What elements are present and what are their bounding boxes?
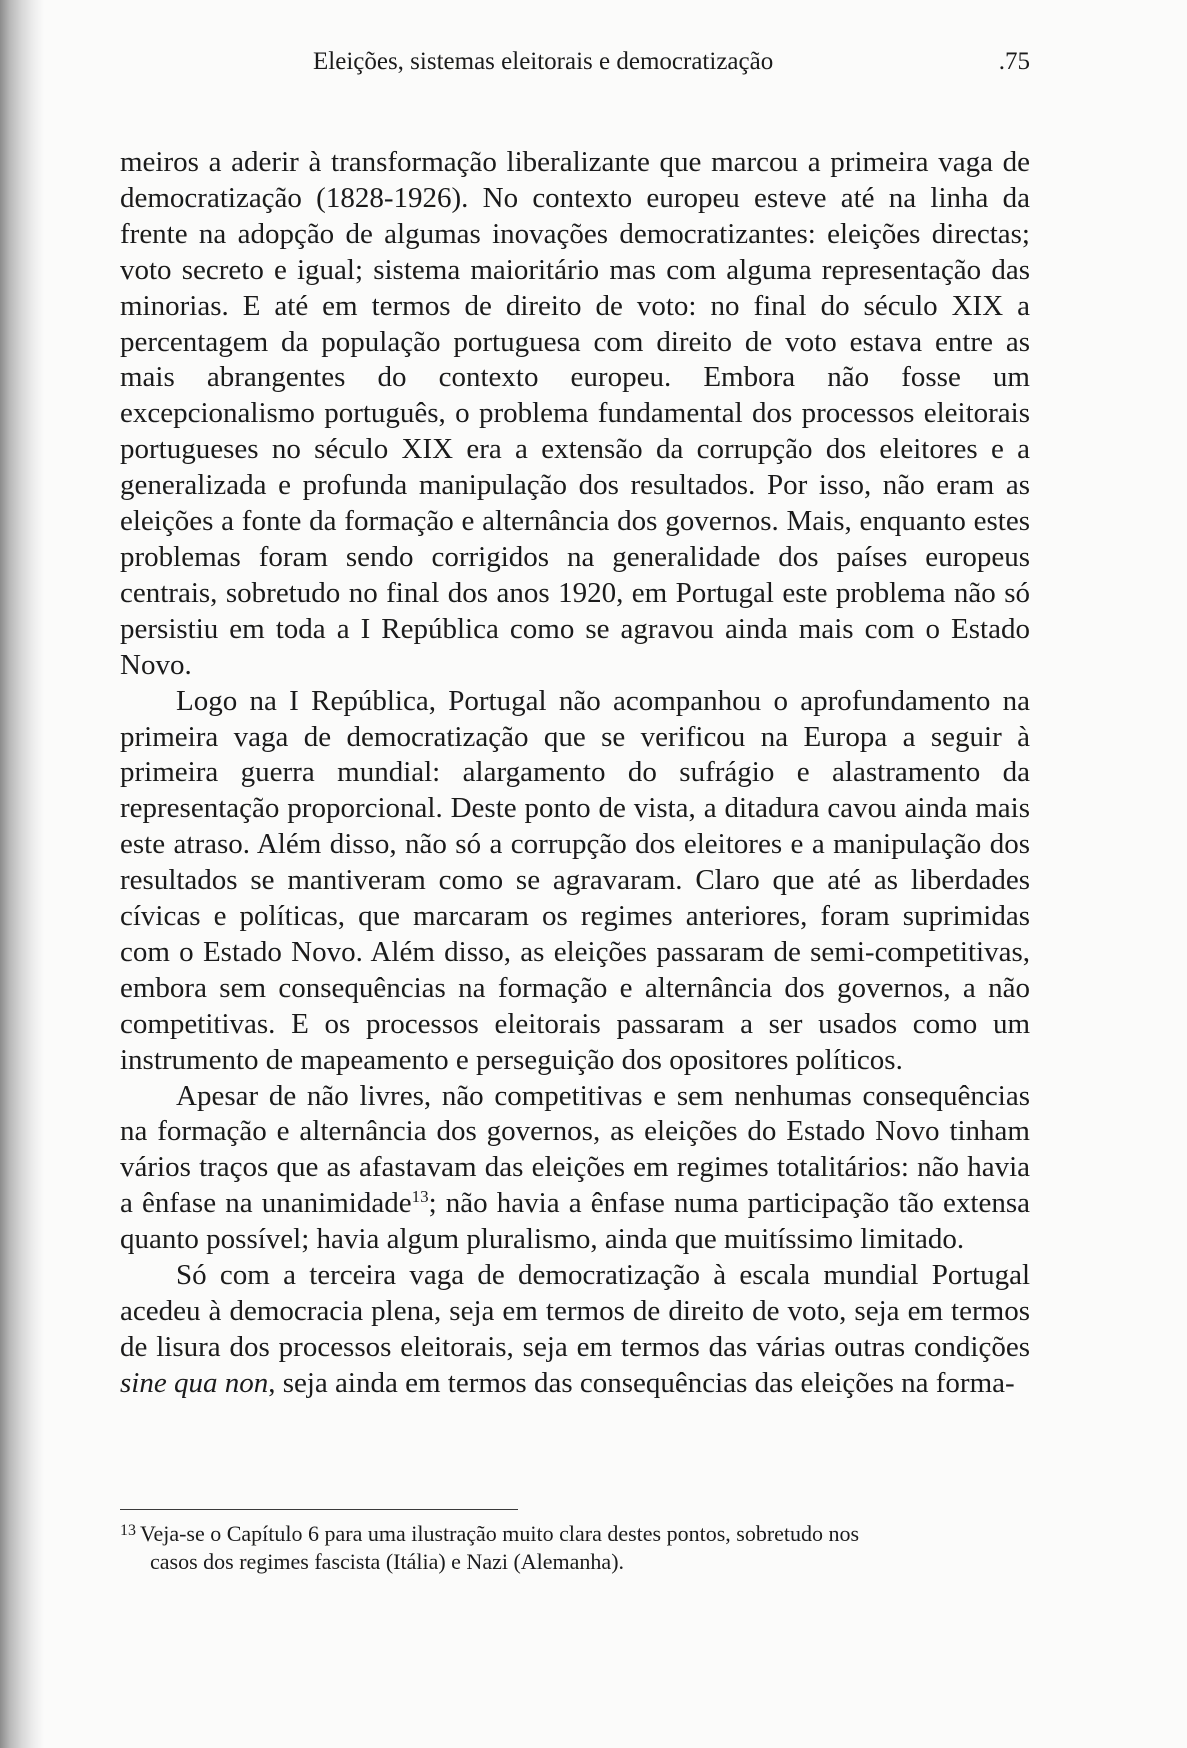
- paragraph-4-text-after-italic: , seja ainda em termos das consequências das eleições na forma-: [268, 1366, 1015, 1399]
- footnote-marker: 13: [120, 1522, 136, 1539]
- footnote: [120, 1520, 1030, 1576]
- spine-shadow: [0, 0, 44, 1748]
- body-text: [120, 145, 1030, 1402]
- paragraph-4: [120, 1258, 1030, 1402]
- paragraph-1: meiros a aderir à transformação liberalizante que marcou a primeira vaga de democratização (1828-1926). No contexto europeu esteve até na linha da frente na adopção de algumas inovações democratizantes: eleições directas; voto secreto e igual; sistema maioritário mas com alguma representação das minorias. E até em termos de direito de voto: no final do século XIX a percentagem da população portuguesa com direito de voto estava entre as mais abrangentes do contexto europeu. Embora não fosse um excepcionalismo português, o problema fundamental dos processos eleitorais portugueses no século XIX era a extensão da corrupção dos eleitores e a generalizada e profunda manipulação dos resultados. Por isso, não eram as eleições a fonte da formação e alternância dos governos. Mais, enquanto estes problemas foram sendo corrigidos na generalidade dos países europeus centrais, sobretudo no final dos anos 1920, em Portugal este problema não só persistiu em toda a I República como se agravou ainda mais com o Estado Novo.: [120, 146, 1030, 681]
- paragraph-3: [120, 1079, 1030, 1259]
- paragraph-3-text-after-ref: ; não havia a ênfase numa participação tão extensa quanto possível; havia algum pluralismo, ainda que muitíssimo limitado.: [120, 1187, 1030, 1256]
- footnote-line-1: Veja-se o Capítulo 6 para uma ilustração muito clara destes pontos, sobretudo nos: [140, 1521, 860, 1546]
- paragraph-4-text-before-italic: Só com a terceira vaga de democratização à escala mundial Portugal acedeu à democracia plena, seja em termos de direito de voto, seja em termos de lisura dos processos eleitorais, seja em termos das várias outras condições: [120, 1259, 1030, 1363]
- running-head: [120, 48, 1030, 88]
- footnote-rule: [120, 1509, 518, 1510]
- paragraph-3-text-before-ref: Apesar de não livres, não competitivas e sem nenhumas consequências na formação e alternância dos governos, as eleições do Estado Novo tinham vários traços que as afastavam das eleições em regimes totalitários: não havia a ênfase na unanimidade: [120, 1079, 1030, 1220]
- latin-phrase: sine qua non: [120, 1366, 269, 1399]
- footnote-line-2: casos dos regimes fascista (Itália) e Nazi (Alemanha).: [150, 1549, 625, 1574]
- paragraph-2: Logo na I República, Portugal não acompanhou o aprofundamento na primeira vaga de democratização que se verificou na Europa a seguir à primeira guerra mundial: alargamento do sufrágio e alastramento da representação proporcional. Deste ponto de vista, a ditadura cavou ainda mais este atraso. Além disso, não só a corrupção dos eleitores e a manipulação dos resultados se mantiveram como se agravaram. Claro que até as liberdades cívicas e políticas, que marcaram os regimes anteriores, foram suprimidas com o Estado Novo. Além disso, as eleições passaram de semi-competitivas, embora sem consequências na formação e alternância dos governos, a não competitivas. E os processos eleitorais passaram a ser usados como um instrumento de mapeamento e perseguição dos opositores políticos.: [120, 684, 1030, 1076]
- running-head-title: Eleições, sistemas eleitorais e democratização: [313, 48, 774, 75]
- footnote-reference[interactable]: 13: [411, 1187, 429, 1207]
- page-number: .75: [998, 48, 1030, 75]
